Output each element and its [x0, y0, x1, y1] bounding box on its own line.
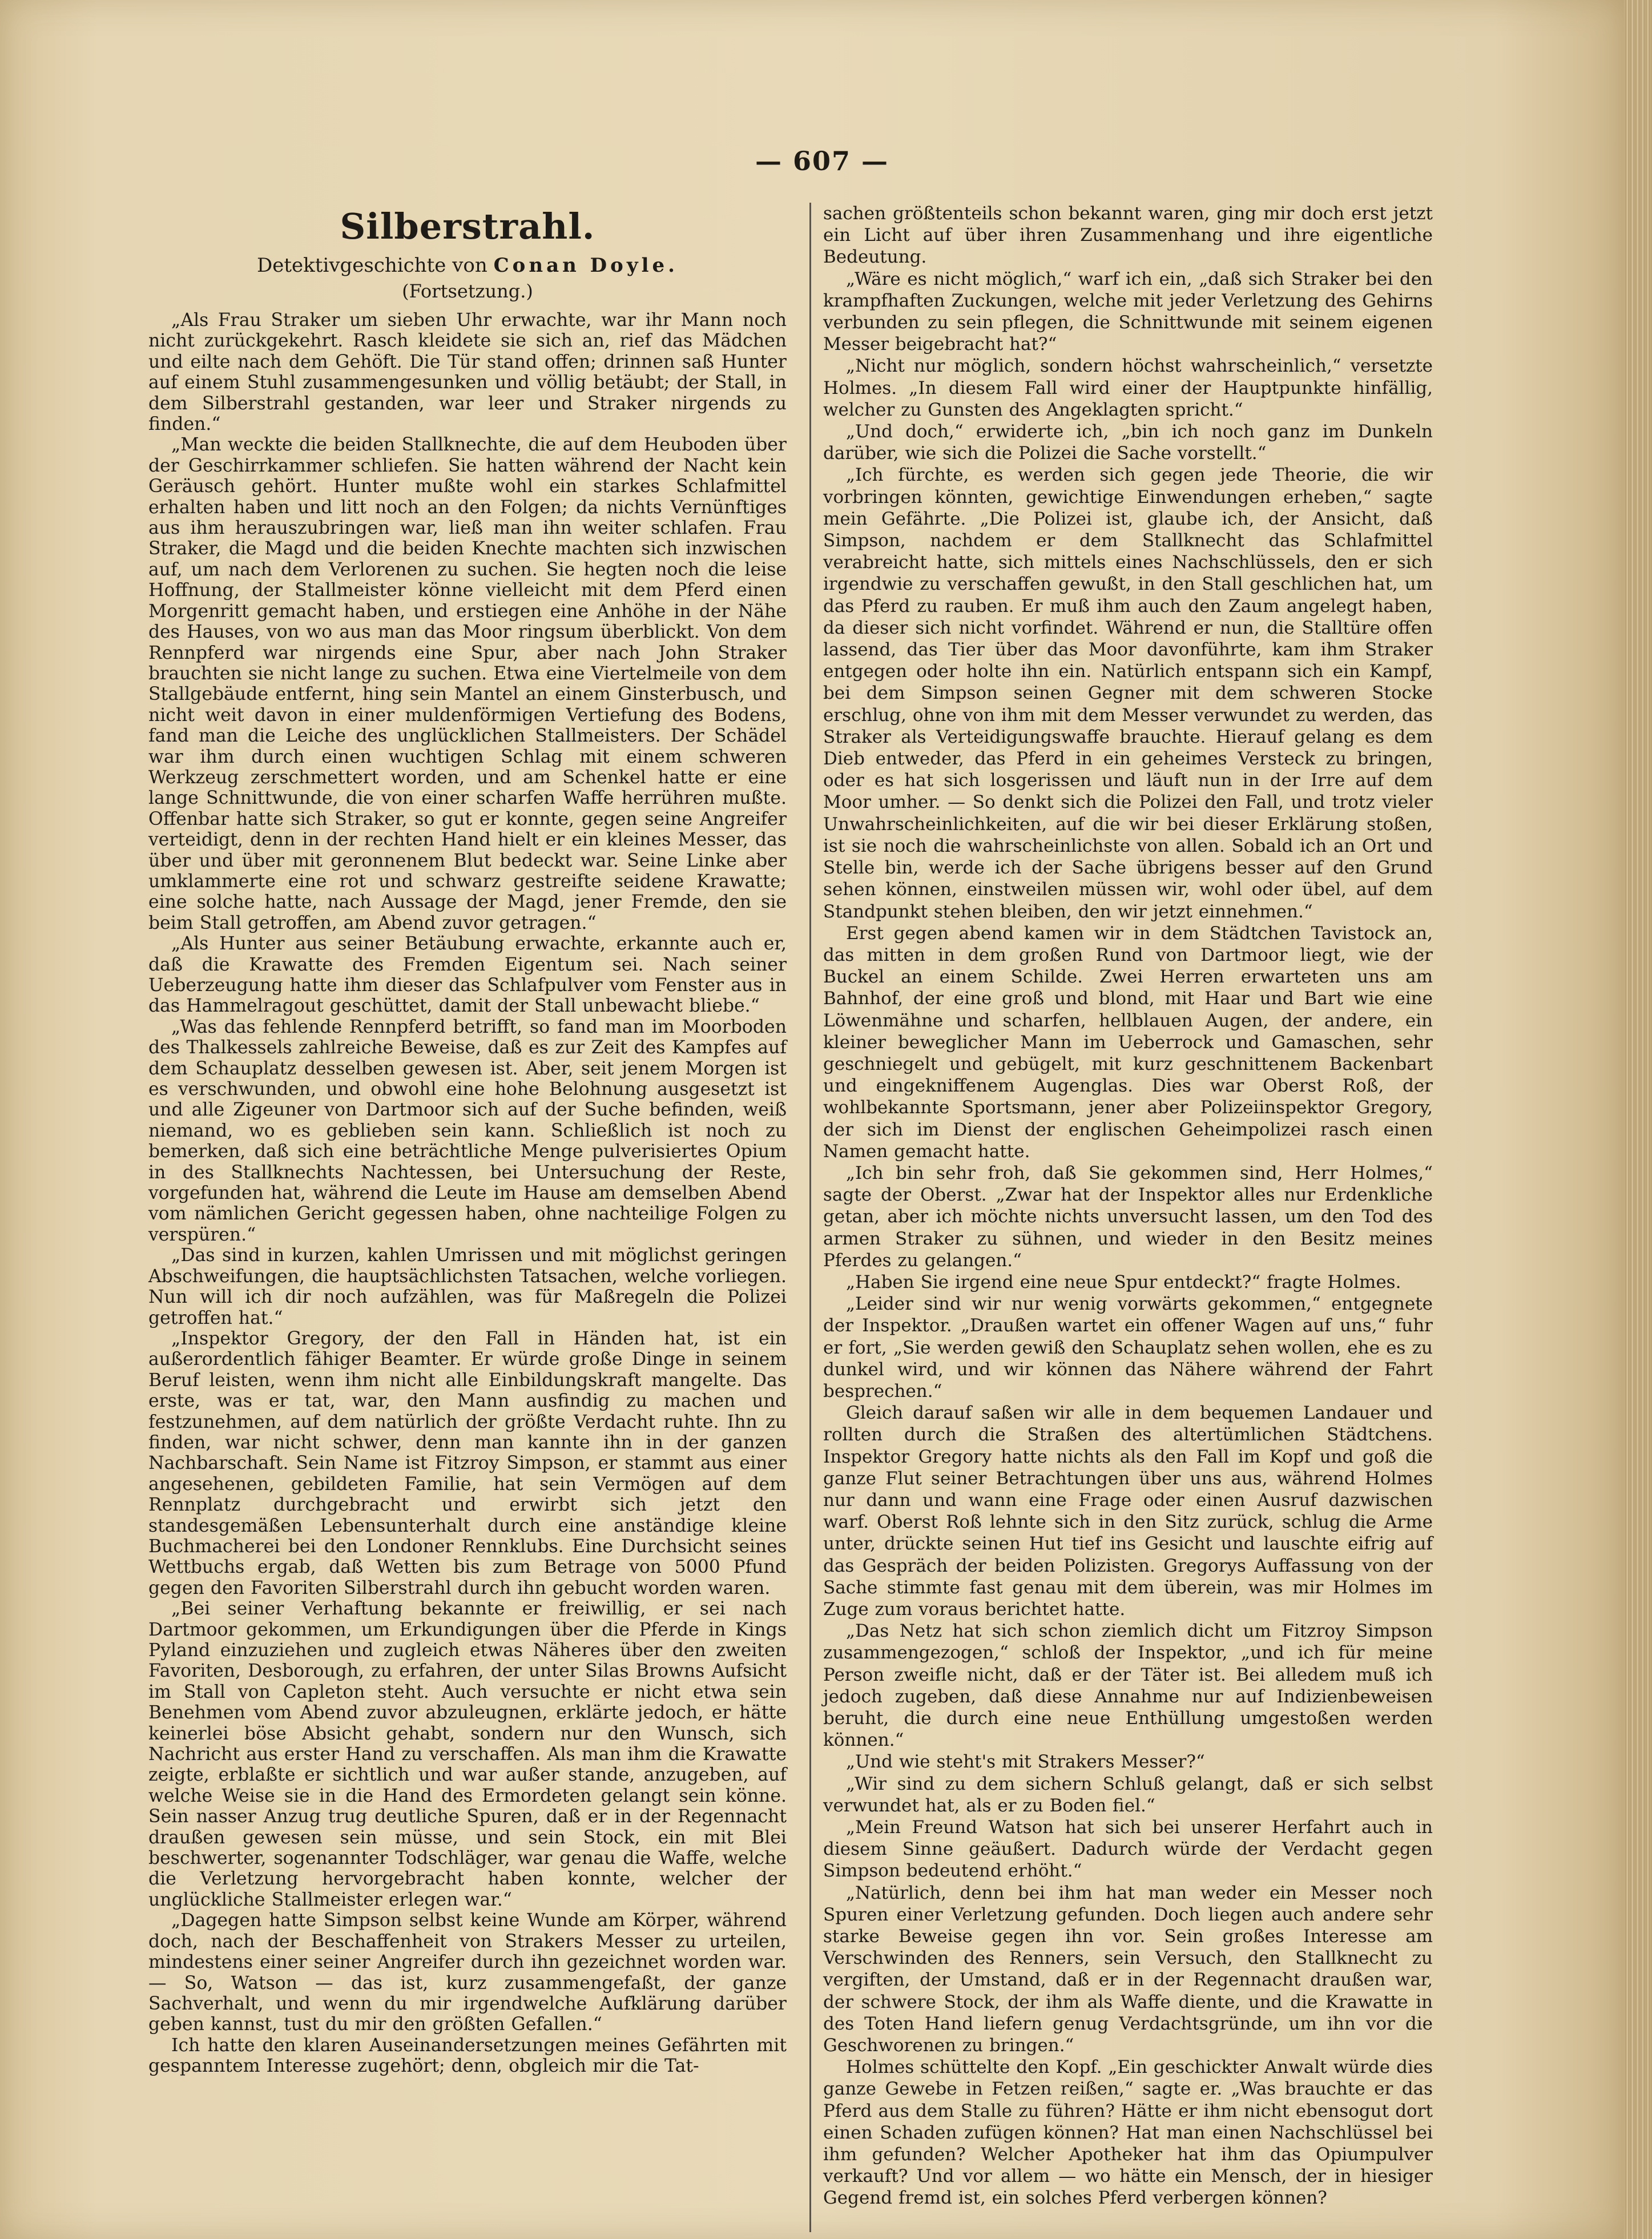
subtitle-prefix: Detektivgeschichte von — [257, 254, 487, 277]
article-author: Conan Doyle. — [493, 254, 678, 277]
paragraph: „Und doch,“ erwiderte ich, „bin ich noch ganz im Dunkeln darüber, wie sich die Polizei die Sache vorstellt.“ — [823, 421, 1433, 464]
continued-note: (Fortsetzung.) — [402, 280, 533, 302]
paragraph: „Leider sind wir nur wenig vorwärts gekommen,“ entgegnete der Inspektor. „Draußen wartet ein offener Wagen auf uns,“ fuhr er fort, „Sie werden gewiß den Schauplatz sehen wollen, ehe es zu dunkel wird, und wir können das Nähere während der Fahrt besprechen.“ — [823, 1294, 1433, 1402]
paragraph: „Das sind in kurzen, kahlen Umrissen und mit möglichst geringen Abschweifungen, die hauptsächlichsten Tatsachen, welche vorliegen. Nun will ich dir noch aufzählen, was für Maßregeln die Polizei getroffen hat.“ — [148, 1245, 787, 1328]
paragraph: „Als Frau Straker um sieben Uhr erwachte, war ihr Mann noch nicht zurückgekehrt. Rasch kleidete sie sich an, rief das Mädchen und eilte nach dem Gehöft. Die Tür stand offen; drinnen saß Hunter auf einem Stuhl zusammengesunken und völlig betäubt; der Stall, in dem Silberstrahl gestanden, war leer und Straker nirgends zu finden.“ — [148, 310, 787, 435]
left-column — [148, 206, 787, 2077]
paragraph: Holmes schüttelte den Kopf. „Ein geschickter Anwalt würde dies ganze Gewebe in Fetzen reißen,“ sagte er. „Was brauchte er das Pferd aus dem Stalle zu führen? Hätte er ihm nicht ebensogut dort einen Schaden zufügen können? Hat man einen Nachschlüssel bei ihm gefunden? Welcher Apotheker hat ihm das Opiumpulver verkauft? Und vor allem — wo hätte ein Mensch, der in hiesiger Gegend fremd ist, ein solches Pferd verbergen können? — [823, 2057, 1433, 2209]
paragraph: „Dagegen hatte Simpson selbst keine Wunde am Körper, während doch, nach der Beschaffenheit von Strakers Messer zu urteilen, mindestens einer seiner Angreifer durch ihn gezeichnet worden war. — So, Watson — das ist, kurz zusammengefaßt, der ganze Sachverhalt, und wenn du mir irgendwelche Aufklärung darüber geben kannst, tust du mir den größten Gefallen.“ — [148, 1910, 787, 2035]
paragraph: „Man weckte die beiden Stallknechte, die auf dem Heuboden über der Geschirrkammer schliefen. Sie hatten während der Nacht kein Geräusch gehört. Hunter mußte wohl ein starkes Schlafmittel erhalten haben und litt noch an den Folgen; da nichts Vernünftiges aus ihm herauszubringen war, ließ man ihn weiter schlafen. Frau Straker, die Magd und die beiden Knechte machten sich inzwischen auf, um nach dem Verlorenen zu suchen. Sie hegten noch die leise Hoffnung, der Stallmeister könne vielleicht mit dem Pferd einen Morgenritt gemacht haben, und erstiegen eine Anhöhe in der Nähe des Hauses, von wo aus man das Moor ringsum überblickt. Von dem Rennpferd war nirgends eine Spur, aber nach John Straker brauchten sie nicht lange zu suchen. Etwa eine Viertelmeile von dem Stallgebäude entfernt, hing sein Mantel an einem Ginsterbusch, und nicht weit davon in einer muldenförmigen Vertiefung des Bodens, fand man die Leiche des unglücklichen Stallmeisters. Der Schädel war ihm durch einen wuchtigen Schlag mit einem schweren Werkzeug zerschmettert worden, und am Schenkel hatte er eine lange Schnittwunde, die von einer scharfen Waffe herrühren mußte. Offenbar hatte sich Straker, so gut er konnte, gegen seine Angreifer verteidigt, denn in der rechten Hand hielt er ein kleines Messer, das über und über mit geronnenem Blut bedeckt war. Seine Linke aber umklammerte eine rot und schwarz gestreifte seidene Krawatte; eine solche hatte, nach Aussage der Magd, jener Fremde, den sie beim Stall getroffen, am Abend zuvor getragen.“ — [148, 434, 787, 933]
page-number: — 607 — — [755, 146, 889, 176]
paragraph: Ich hatte den klaren Auseinandersetzungen meines Gefährten mit gespanntem Interesse zugehört; denn, obgleich mir die Tat- — [148, 2035, 787, 2077]
paragraph: „Ich fürchte, es werden sich gegen jede Theorie, die wir vorbringen könnten, gewichtige Einwendungen erheben,“ sagte mein Gefährte. „Die Polizei ist, glaube ich, der Ansicht, daß Simpson, nachdem er dem Stallknecht das Schlafmittel verabreicht hatte, sich mittels eines Nachschlüssels, den er sich irgendwie zu verschaffen gewußt, in den Stall geschlichen hat, um das Pferd zu rauben. Er muß ihm auch den Zaum angelegt haben, da dieser sich nicht vorfindet. Während er nun, die Stalltüre offen lassend, das Tier über das Moor davonführte, kam ihm Straker entgegen oder holte ihn ein. Natürlich entspann sich ein Kampf, bei dem Simpson seinen Gegner mit dem schweren Stocke erschlug, ohne von ihm mit dem Messer verwundet zu werden, das Straker als Verteidigungswaffe brauchte. Hierauf gelang es dem Dieb entweder, das Pferd in ein geheimes Versteck zu bringen, oder es hat sich losgerissen und läuft nun in der Irre auf dem Moor umher. — So denkt sich die Polizei den Fall, und trotz vieler Unwahrscheinlichkeiten, auf die wir bei dieser Erklärung stoßen, ist sie noch die wahrscheinlichste von allen. Sobald ich an Ort und Stelle bin, werde ich der Sache übrigens besser auf den Grund sehen können, einstweilen müssen wir, wohl oder übel, auf dem Standpunkt stehen bleiben, den wir jetzt einnehmen.“ — [823, 465, 1433, 922]
paragraph: „Und wie steht's mit Strakers Messer?“ — [846, 1751, 1205, 1773]
paragraph: „Das Netz hat sich schon ziemlich dicht um Fitzroy Simpson zusammengezogen,“ schloß der Inspektor, „und ich für meine Person zweifle nicht, daß er der Täter ist. Bei alledem muß ich jedoch zugeben, daß diese Annahme nur auf Indizienbeweisen beruht, die durch eine neue Enthüllung umgestoßen werden können.“ — [823, 1621, 1433, 1751]
paragraph: „Bei seiner Verhaftung bekannte er freiwillig, er sei nach Dartmoor gekommen, um Erkundigungen über die Pferde in Kings Pyland einzuziehen und zugleich etwas Näheres über den zweiten Favoriten, Desborough, zu erfahren, der unter Silas Browns Aufsicht im Stall von Capleton steht. Auch versuchte er nicht etwa sein Benehmen vom Abend zuvor abzuleugnen, erklärte jedoch, er hätte keinerlei böse Absicht gehabt, sondern nur den Wunsch, sich Nachricht aus erster Hand zu verschaffen. Als man ihm die Krawatte zeigte, erblaßte er sichtlich und war außer stande, anzugeben, auf welche Weise sie in die Hand des Ermordeten gelangt sein könne. Sein nasser Anzug trug deutliche Spuren, daß er in der Regennacht draußen gewesen sein müsse, und sein Stock, ein mit Blei beschwerter, sogenannter Todschläger, war genau die Waffe, welche die Verletzung hervorgebracht haben konnte, welcher der unglückliche Stallmeister erlegen war.“ — [148, 1598, 787, 1910]
paragraph: Erst gegen abend kamen wir in dem Städtchen Tavistock an, das mitten in dem großen Rund von Dartmoor liegt, wie der Buckel an einem Schilde. Zwei Herren erwarteten uns am Bahnhof, der eine groß und blond, mit Haar und Bart wie eine Löwenmähne und scharfen, hellblauen Augen, der andere, ein kleiner beweglicher Mann im Ueberrock und Gamaschen, sehr geschniegelt und gebügelt, mit kurz geschnittenem Backenbart und eingekniffenem Augenglas. Dies war Oberst Roß, der wohlbekannte Sportsmann, jener aber Polizeiinspektor Gregory, der sich im Dienst der englischen Geheimpolizei rasch einen Namen gemacht hatte. — [823, 923, 1433, 1162]
paragraph: „Inspektor Gregory, der den Fall in Händen hat, ist ein außerordentlich fähiger Beamter. Er würde große Dinge in seinem Beruf leisten, wenn ihm nicht alle Einbildungskraft mangelte. Das erste, was er tat, war, den Mann ausfindig zu machen und festzunehmen, auf dem natürlich der größte Verdacht ruhte. Ihn zu finden, war nicht schwer, denn man kannte ihn in der ganzen Nachbarschaft. Sein Name ist Fitzroy Simpson, er stammt aus einer angesehenen, gebildeten Familie, hat sein Vermögen auf dem Rennplatz durchgebracht und erwirbt sich jetzt den standesgemäßen Lebensunterhalt durch eine anständige kleine Buchmacherei bei den Londoner Rennklubs. Eine Durchsicht seines Wettbuchs ergab, daß Wetten bis zum Betrage von 5000 Pfund gegen den Favoriten Silberstrahl durch ihn gebucht worden waren. — [148, 1328, 787, 1598]
book-page-edge — [1624, 0, 1652, 2239]
article-subtitle — [148, 254, 787, 277]
paragraph: „Was das fehlende Rennpferd betrifft, so fand man im Moorboden des Thalkessels zahlreiche Beweise, daß es zur Zeit des Kampfes auf dem Schauplatz desselben gewesen ist. Aber, seit jenem Morgen ist es verschwunden, und obwohl eine hohe Belohnung ausgesetzt ist und alle Zigeuner von Dartmoor sich auf der Suche befinden, weiß niemand, wo es geblieben sein kann. Schließlich ist noch zu bemerken, daß sich eine beträchtliche Menge pulverisiertes Opium in des Stallknechts Nachtessen, bei Untersuchung der Reste, vorgefunden hat, während die Leute im Hause am demselben Abend vom nämlichen Gericht gegessen haben, ohne nachteilige Folgen zu verspüren.“ — [148, 1016, 787, 1245]
paragraph: sachen größtenteils schon bekannt waren, ging mir doch erst jetzt ein Licht auf über ihren Zusammenhang und ihre eigentliche Bedeutung. — [823, 203, 1433, 268]
column-divider — [809, 203, 811, 2232]
paragraph: „Haben Sie irgend eine neue Spur entdeckt?“ fragte Holmes. — [846, 1271, 1401, 1292]
paragraph: „Natürlich, denn bei ihm hat man weder ein Messer noch Spuren einer Verletzung gefunden. Doch liegen auch andere sehr starke Beweise gegen ihn vor. Sein großes Interesse am Verschwinden des Renners, sein Versuch, den Stallknecht zu vergiften, der Umstand, daß er in der Regennacht draußen war, der schwere Stock, der ihm als Waffe diente, und die Krawatte in des Toten Hand liefern genug Verdachtsgründe, um ihn vor die Geschworenen zu bringen.“ — [823, 1882, 1433, 2056]
paragraph: „Nicht nur möglich, sondern höchst wahrscheinlich,“ versetzte Holmes. „In diesem Fall wird einer der Hauptpunkte hinfällig, welcher zu Gunsten des Angeklagten spricht.“ — [823, 356, 1433, 420]
right-column — [823, 203, 1433, 2209]
paragraph: „Wäre es nicht möglich,“ warf ich ein, „daß sich Straker bei den krampfhaften Zuckungen, welche mit jeder Verletzung des Gehirns verbunden zu sein pflegen, die Schnittwunde mit seinem eigenen Messer beigebracht hat?“ — [823, 268, 1433, 355]
paragraph: „Ich bin sehr froh, daß Sie gekommen sind, Herr Holmes,“ sagte der Oberst. „Zwar hat der Inspektor alles nur Erdenkliche getan, aber ich möchte nichts unversucht lassen, um den Tod des armen Straker zu sühnen, und wieder in den Besitz meines Pferdes zu gelangen.“ — [823, 1162, 1433, 1271]
paragraph: Gleich darauf saßen wir alle in dem bequemen Landauer und rollten durch die Straßen des altertümlichen Städtchens. Inspektor Gregory hatte nichts als den Fall im Kopf und goß die ganze Flut seiner Betrachtungen über uns aus, während Holmes nur dann und wann eine Frage oder einen Ausruf dazwischen warf. Oberst Roß lehnte sich in den Sitz zurück, schlug die Arme unter, drückte seinen Hut tief ins Gesicht und lauschte eifrig auf das Gespräch der beiden Polizisten. Gregorys Auffassung von der Sache stimmte fast genau mit dem überein, was mir Holmes im Zuge zum voraus berichtet hatte. — [823, 1403, 1433, 1620]
paragraph: „Wir sind zu dem sichern Schluß gelangt, daß er sich selbst verwundet hat, als er zu Boden fiel.“ — [823, 1773, 1433, 1816]
article-title: Silberstrahl. — [340, 206, 595, 247]
paragraph: „Mein Freund Watson hat sich bei unserer Herfahrt auch in diesem Sinne geäußert. Dadurch würde der Verdacht gegen Simpson bedeutend erhöht.“ — [823, 1817, 1433, 1882]
paragraph: „Als Hunter aus seiner Betäubung erwachte, erkannte auch er, daß die Krawatte des Fremden Eigentum sei. Nach seiner Ueberzeugung hatte ihm dieser das Schlafpulver vom Fenster aus in das Hammelragout geschüttet, damit der Stall unbewacht bliebe.“ — [148, 933, 787, 1017]
